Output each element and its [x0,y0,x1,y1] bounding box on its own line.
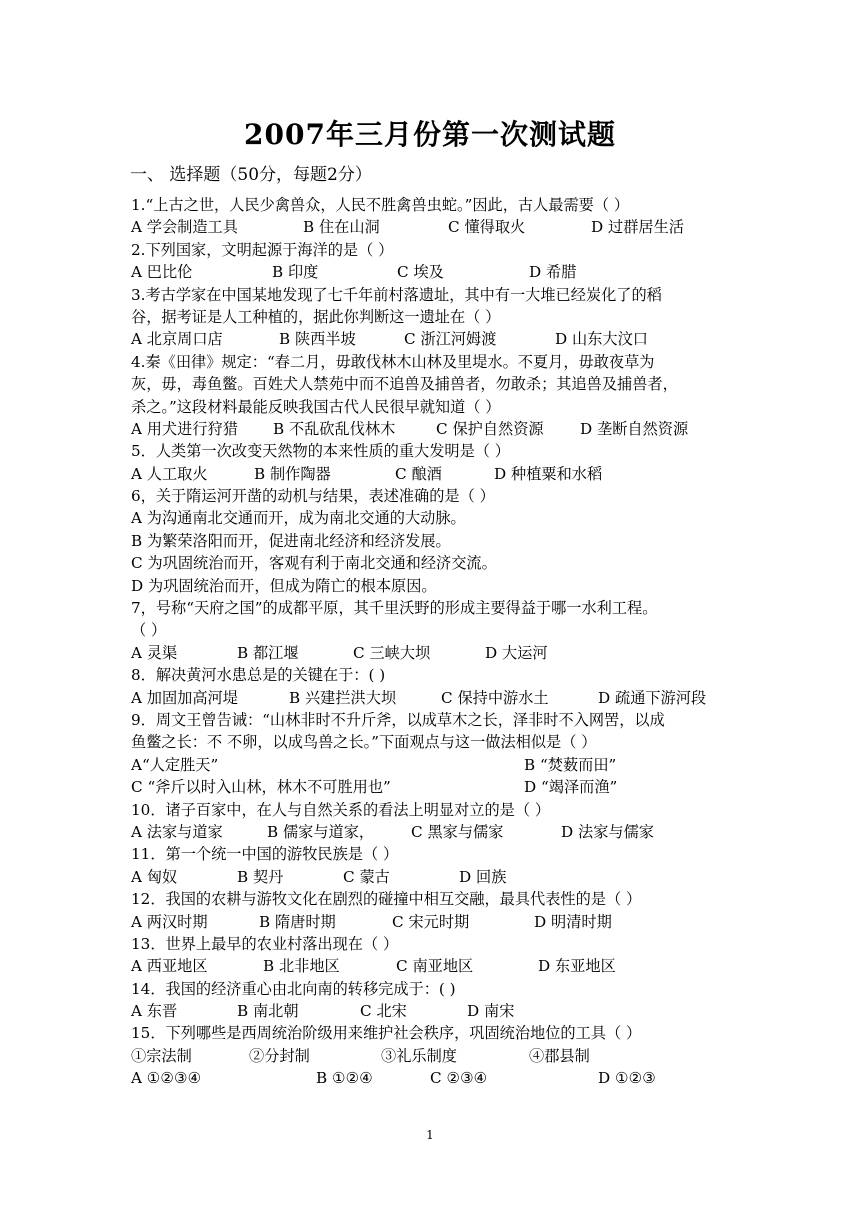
option-c: C 保护自然资源 [436,419,544,438]
option-b: B 南北朝 [237,1002,299,1021]
option-d: D ①②③ [598,1069,656,1088]
question-14-stem: 14．我国的经济重心由北向南的转移完成于：( ) [131,979,456,998]
question-4-stem-line-3: 杀之。”这段材料最能反映我国古代人民很早就知道（ ） [131,397,501,416]
option-d: D 垄断自然资源 [580,419,689,438]
option-a: A 法家与道家 [131,822,223,841]
option-a: A 东晋 [131,1002,178,1021]
option-d: D 法家与儒家 [561,822,654,841]
option-b: B 都江堰 [237,643,299,662]
option-a: A 用犬进行狩猎 [131,419,238,438]
question-13-stem: 13．世界上最早的农业村落出现在（ ） [131,934,399,953]
question-12-options [131,911,731,933]
option-c: C 酿酒 [395,464,442,483]
question-4-options [131,418,731,440]
option-a: A 灵渠 [131,643,178,662]
question-1-stem: 1.“上古之世，人民少禽兽众，人民不胜禽兽虫蛇。”因此，古人最需要（ ） [131,196,630,214]
question-3-stem-line-1: 3.考古学家在中国某地发现了七千年前村落遗址，其中有一大堆已经炭化了的稻 [131,285,662,304]
question-3-stem-line-2: 谷，据考证是人工种植的，据此你判断这一遗址在（ ） [131,307,501,326]
question-8-stem: 8．解决黄河水患总是的关键在于：( ) [131,666,386,685]
option-c: C 北宋 [360,1002,407,1021]
question-7-stem-line-1: 7，号称“天府之国”的成都平原，其千里沃野的形成主要得益于哪一水利工程。 [131,599,658,618]
option-a: A 匈奴 [131,867,178,886]
question-9-options-row-1 [131,754,731,776]
question-7-options [131,642,731,664]
option-d: D 为巩固统治而开，但成为隋亡的根本原因。 [131,576,437,595]
option-b: B 契丹 [237,867,284,886]
question-12-stem: 12．我国的农耕与游牧文化在剧烈的碰撞中相互交融，最具代表性的是（ ） [131,890,642,909]
option-b: B 隋唐时期 [259,912,336,931]
question-15-items [131,1045,731,1067]
question-9-options-row-2 [131,776,731,798]
question-6-stem: 6，关于隋运河开凿的动机与结果，表述准确的是（ ） [131,487,495,506]
option-a: A 学会制造工具 [131,218,238,237]
question-2-stem: 2.下列国家，文明起源于海洋的是（ ） [131,240,394,259]
question-11-stem: 11．第一个统一中国的游牧民族是（ ） [131,845,399,864]
option-b: B 印度 [272,263,319,282]
question-8-options [131,687,731,709]
option-a: A ①②③④ [131,1069,202,1088]
option-b: B 兴建拦洪大坝 [289,688,397,707]
option-b: B 为繁荣洛阳而开，促进南北经济和经济发展。 [131,531,451,550]
question-13-options [131,955,731,977]
list-item: ②分封制 [249,1046,310,1065]
option-b: B 不乱砍乱伐林木 [273,419,396,438]
option-a: A 为沟通南北交通而开，成为南北交通的大动脉。 [131,509,466,528]
option-c: C 埃及 [397,263,444,282]
question-10-options [131,821,731,843]
option-d: D 山东大汶口 [555,330,648,349]
page-title: 2007年三月份第一次测试题 [244,118,616,151]
option-c: C 黑家与儒家 [411,822,504,841]
option-c: C 浙江河姆渡 [404,330,497,349]
option-a: A“人定胜天” [131,755,219,774]
question-9-stem-line-2: 鱼鳖之长：不 不卵，以成鸟兽之长。”下面观点与这一做法相似是（ ） [131,733,597,752]
question-list [131,194,731,1090]
question-4-stem-line-1: 4.秦《田律》规定：“春二月，毋敢伐林木山林及里堤水。不夏月，毋敢夜草为 [131,352,655,371]
option-d: D 大运河 [485,643,548,662]
option-b: B 儒家与道家， [267,822,375,841]
list-item: ③礼乐制度 [381,1046,457,1065]
question-11-options [131,866,731,888]
option-b: B ①②④ [316,1069,373,1088]
question-2-options [131,261,731,283]
option-d: D 东亚地区 [538,957,616,976]
option-d: D “竭泽而渔” [524,778,618,797]
option-b: B 陕西半坡 [279,330,356,349]
option-a: A 加固加高河堤 [131,688,238,707]
list-item: ①宗法制 [131,1046,192,1065]
option-c: C 懂得取火 [448,218,526,237]
option-c: C 蒙古 [343,867,390,886]
option-c: C “斧斤以时入山林，林木不可胜用也” [131,778,391,797]
option-b: B 北非地区 [263,957,340,976]
option-c: C 保持中游水土 [441,688,549,707]
option-c: C 南亚地区 [396,957,474,976]
option-a: A 西亚地区 [131,957,208,976]
question-1-options [131,216,731,238]
section-heading: 一、 选择题（50分，每题2分） [130,165,372,185]
question-7-stem-line-2: （ ） [131,621,167,640]
question-14-options [131,1000,731,1022]
option-a: A 北京周口店 [131,330,223,349]
option-a: A 人工取火 [131,464,208,483]
option-b: B 住在山洞 [303,218,380,237]
option-c: C 为巩固统治而开，客观有利于南北交通和经济交流。 [131,554,497,573]
question-5-options [131,463,731,485]
option-c: C ②③④ [430,1069,488,1088]
question-15-stem: 15．下列哪些是西周统治阶级用来维护社会秩序，巩固统治地位的工具（ ） [131,1024,642,1043]
question-9-stem-line-1: 9．周文王曾告诫：“山林非时不升斤斧，以成草木之长，泽非时不入网罟，以成 [131,710,665,729]
option-d: D 种植粟和水稻 [494,464,603,483]
question-3-options [131,328,731,350]
option-d: D 希腊 [529,263,577,282]
option-b: B “焚薮而田” [524,755,617,774]
page-number: 1 [426,1128,434,1142]
option-b: B 制作陶器 [254,464,331,483]
option-c: C 三峡大坝 [353,643,431,662]
option-d: D 南宋 [467,1002,515,1021]
option-a: A 巴比伦 [131,263,193,282]
question-4-stem-line-2: 灰，毋，毒鱼鳖。百姓犬人禁苑中而不追兽及捕兽者，勿敢杀；其追兽及捕兽者， [131,375,678,394]
question-10-stem: 10．诸子百家中，在人与自然关系的看法上明显对立的是（ ） [131,800,551,819]
option-d: D 疏通下游河段 [598,688,707,707]
option-d: D 回族 [459,867,507,886]
option-c: C 宋元时期 [392,912,470,931]
option-a: A 两汉时期 [131,912,208,931]
question-15-options [131,1067,731,1089]
list-item: ④郡县制 [529,1046,590,1065]
question-5-stem: 5．人类第一次改变天然物的本来性质的重大发明是（ ） [131,442,510,461]
option-d: D 明清时期 [534,912,612,931]
option-d: D 过群居生活 [591,218,684,237]
